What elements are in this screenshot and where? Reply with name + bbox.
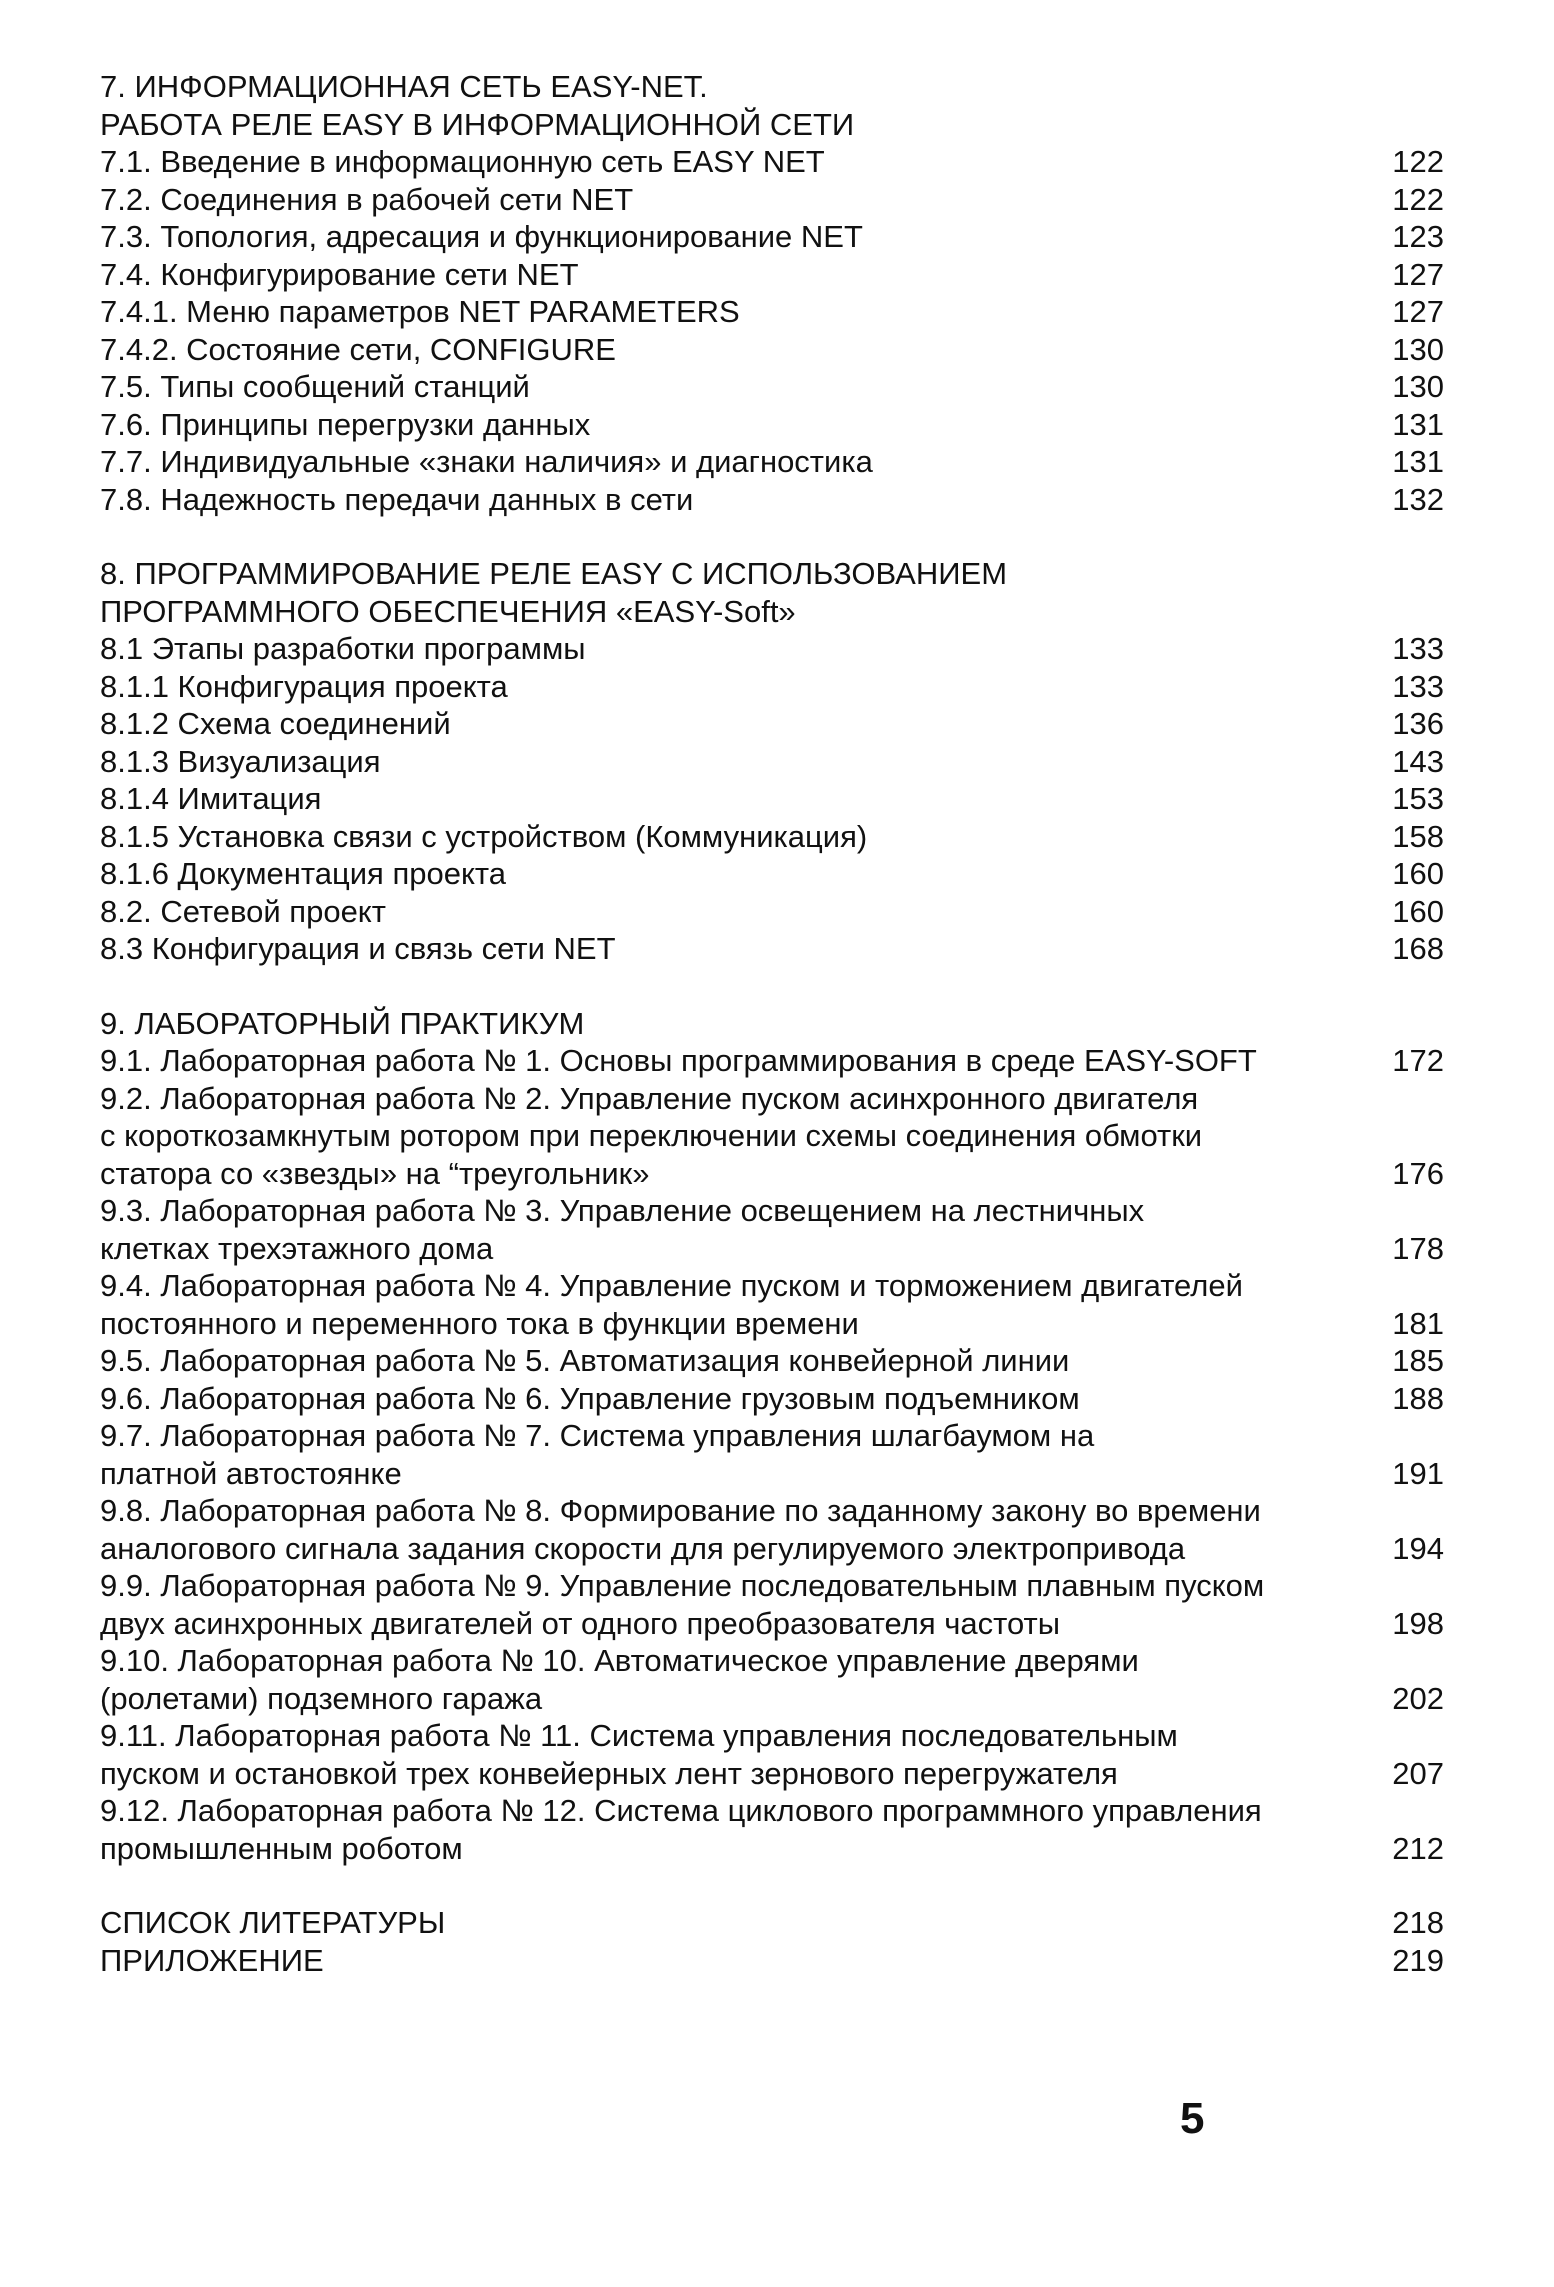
entry-title-line: 7.8. Надежность передачи данных в сети (100, 481, 694, 517)
entry-title-line: клетках трехэтажного дома (100, 1230, 494, 1266)
entry-title (100, 1380, 1354, 1418)
toc-entry (100, 1942, 1444, 1980)
entry-page-number: 202 (1392, 1680, 1444, 1716)
section-heading: РАБОТА РЕЛЕ EASY В ИНФОРМАЦИОННОЙ СЕТИ (100, 106, 855, 142)
entry-title (100, 293, 1354, 331)
entry-page-number: 194 (1392, 1530, 1444, 1566)
toc-entry (100, 143, 1444, 181)
entry-title (100, 1342, 1354, 1380)
toc-entry (100, 1342, 1444, 1380)
toc-entry (100, 218, 1444, 256)
entry-title (100, 1904, 1354, 1942)
toc-entry (100, 1417, 1444, 1492)
entry-title-line: ПРИЛОЖЕНИЕ (100, 1942, 324, 1978)
entry-title (100, 181, 1354, 219)
entry-title (100, 1267, 1354, 1342)
entry-page-number: 133 (1392, 631, 1444, 666)
entry-page-number: 178 (1392, 1230, 1444, 1266)
entry-page-number: 131 (1392, 406, 1444, 442)
entry-title-line: 9.4. Лабораторная работа № 4. Управление пуском и торможением двигателей (100, 1268, 1243, 1303)
entry-title (100, 443, 1354, 481)
entry-title-line: 8.3 Конфигурация и связь сети NET (100, 931, 616, 966)
toc-entry (100, 181, 1444, 219)
section-heading: 9. ЛАБОРАТОРНЫЙ ПРАКТИКУМ (100, 1005, 585, 1041)
entry-title-line: 9.8. Лабораторная работа № 8. Формирование по заданному закону во времени (100, 1493, 1261, 1528)
toc-entry (100, 1192, 1444, 1267)
toc-entry (100, 743, 1444, 781)
entry-page-number: 181 (1392, 1305, 1444, 1341)
entry-page-number: 136 (1392, 706, 1444, 741)
section-heading: ПРОГРАММНОГО ОБЕСПЕЧЕНИЯ «EASY-Soft» (100, 593, 796, 629)
entry-title-line: 9.1. Лабораторная работа № 1. Основы программирования в среде EASY-SOFT (100, 1043, 1257, 1078)
entry-title-line: 8.1.4 Имитация (100, 781, 322, 816)
entry-page-number: 133 (1392, 668, 1444, 704)
entry-title-line: 9.2. Лабораторная работа № 2. Управление пуском асинхронного двигателя (100, 1080, 1199, 1116)
entry-title-line: 7.6. Принципы перегрузки данных (100, 406, 591, 442)
entry-title (100, 855, 1354, 893)
entry-title-line: 7.2. Соединения в рабочей сети NET (100, 181, 634, 217)
entry-page-number: 153 (1392, 781, 1444, 816)
entry-title (100, 780, 1354, 818)
entry-title (100, 1792, 1354, 1867)
entry-title-line: 8.1.1 Конфигурация проекта (100, 668, 508, 704)
entry-title (100, 1567, 1354, 1642)
entry-title-line: платной автостоянке (100, 1455, 402, 1491)
entry-title (100, 256, 1354, 294)
entry-title (100, 930, 1354, 968)
entry-title-line: двух асинхронных двигателей от одного преобразователя частоты (100, 1605, 1061, 1641)
entry-page-number: 218 (1392, 1905, 1444, 1940)
section-heading: 8. ПРОГРАММИРОВАНИЕ РЕЛЕ EASY С ИСПОЛЬЗОВАНИЕМ (100, 556, 1008, 591)
entry-title-line: с короткозамкнутым ротором при переключении схемы соединения обмотки (100, 1118, 1203, 1153)
entry-title (100, 1492, 1354, 1567)
toc-entry (100, 893, 1444, 931)
entry-page-number: 207 (1392, 1755, 1444, 1791)
entry-page-number: 176 (1392, 1155, 1444, 1191)
toc-entry (100, 668, 1444, 706)
toc-entry (100, 855, 1444, 893)
entry-page-number: 132 (1392, 481, 1444, 517)
toc-entry (100, 818, 1444, 856)
entry-title (100, 705, 1354, 743)
toc-entry (100, 930, 1444, 968)
entry-page-number: 158 (1392, 818, 1444, 854)
entry-title (100, 818, 1354, 856)
toc-section (100, 1005, 1444, 1868)
toc-entry (100, 1717, 1444, 1792)
entry-page-number: 131 (1392, 444, 1444, 479)
entry-page-number: 130 (1392, 369, 1444, 404)
entry-page-number: 122 (1392, 144, 1444, 179)
toc-entry (100, 331, 1444, 369)
entry-title (100, 1717, 1354, 1792)
toc-entry (100, 1042, 1444, 1080)
entry-title-line: 9.12. Лабораторная работа № 12. Система циклового программного управления (100, 1793, 1262, 1828)
toc-entry (100, 293, 1444, 331)
table-of-contents (100, 68, 1444, 2016)
entry-title-line: 8.1.5 Установка связи с устройством (Коммуникация) (100, 818, 868, 854)
entry-title (100, 481, 1354, 519)
entry-title-line: промышленным роботом (100, 1830, 463, 1866)
entry-page-number: 191 (1392, 1455, 1444, 1491)
entry-title-line: статора со «звезды» на “треугольник» (100, 1155, 650, 1191)
entry-title-line: 8.1.6 Документация проекта (100, 856, 506, 891)
entry-title-line: 7.1. Введение в информационную сеть EASY NET (100, 144, 825, 179)
entry-title-line: 9.10. Лабораторная работа № 10. Автоматическое управление дверями (100, 1643, 1139, 1678)
toc-entry (100, 368, 1444, 406)
entry-title-line: СПИСОК ЛИТЕРАТУРЫ (100, 1905, 446, 1940)
entry-title (100, 1192, 1354, 1267)
entry-title (100, 1042, 1354, 1080)
toc-entry (100, 1642, 1444, 1717)
entry-page-number: 127 (1392, 256, 1444, 292)
toc-entry (100, 630, 1444, 668)
toc-entry (100, 406, 1444, 444)
entry-title-line: пуском и остановкой трех конвейерных лент зернового перегружателя (100, 1755, 1118, 1791)
entry-page-number: 198 (1392, 1605, 1444, 1641)
entry-title-line: 9.6. Лабораторная работа № 6. Управление грузовым подъемником (100, 1380, 1080, 1416)
entry-title-line: аналогового сигнала задания скорости для регулируемого электропривода (100, 1530, 1186, 1566)
entry-title-line: 8.1.3 Визуализация (100, 743, 381, 779)
toc-entry (100, 1492, 1444, 1567)
toc-entry (100, 1080, 1444, 1193)
toc-entry (100, 1904, 1444, 1942)
entry-page-number: 160 (1392, 856, 1444, 891)
entry-title (100, 1942, 1354, 1980)
entry-title-line: 7.4.1. Меню параметров NET PARAMETERS (100, 294, 740, 329)
toc-entry (100, 1792, 1444, 1867)
entry-page-number: 127 (1392, 294, 1444, 329)
entry-title (100, 743, 1354, 781)
entry-title-line: (ролетами) подземного гаража (100, 1680, 543, 1716)
entry-page-number: 168 (1392, 931, 1444, 966)
entry-title-line: 7.4.2. Состояние сети, CONFIGURE (100, 331, 616, 367)
toc-entry (100, 256, 1444, 294)
entry-title (100, 406, 1354, 444)
toc-entry (100, 1567, 1444, 1642)
entry-title-line: 8.1 Этапы разработки программы (100, 631, 586, 666)
toc-section (100, 1904, 1444, 1979)
entry-page-number: 219 (1392, 1942, 1444, 1978)
entry-title (100, 218, 1354, 256)
entry-title (100, 1642, 1354, 1717)
entry-title-line: 8.2. Сетевой проект (100, 893, 386, 929)
entry-title-line: постоянного и переменного тока в функции времени (100, 1305, 859, 1341)
toc-entry (100, 780, 1444, 818)
entry-title (100, 668, 1354, 706)
entry-title (100, 1417, 1354, 1492)
entry-title-line: 9.11. Лабораторная работа № 11. Система управления последовательным (100, 1718, 1178, 1753)
entry-page-number: 212 (1392, 1830, 1444, 1866)
entry-page-number: 172 (1392, 1043, 1444, 1078)
entry-title-line: 7.7. Индивидуальные «знаки наличия» и диагностика (100, 444, 873, 479)
entry-title-line: 7.5. Типы сообщений станций (100, 369, 530, 404)
entry-title-line: 7.4. Конфигурирование сети NET (100, 256, 579, 292)
section-heading: 7. ИНФОРМАЦИОННАЯ СЕТЬ EASY-NET. (100, 69, 708, 104)
entry-page-number: 188 (1392, 1380, 1444, 1416)
entry-title (100, 143, 1354, 181)
entry-title (100, 893, 1354, 931)
entry-title-line: 8.1.2 Схема соединений (100, 706, 451, 741)
entry-title-line: 9.9. Лабораторная работа № 9. Управление последовательным плавным пуском (100, 1568, 1265, 1603)
entry-title-line: 9.5. Лабораторная работа № 5. Автоматизация конвейерной линии (100, 1343, 1070, 1378)
entry-title (100, 368, 1354, 406)
entry-title (100, 331, 1354, 369)
toc-entry (100, 1267, 1444, 1342)
entry-page-number: 143 (1392, 743, 1444, 779)
entry-title-line: 9.7. Лабораторная работа № 7. Система управления шлагбаумом на (100, 1418, 1095, 1453)
entry-title (100, 1080, 1354, 1193)
entry-page-number: 185 (1392, 1343, 1444, 1378)
page-number: 5 (1180, 2094, 1205, 2143)
entry-title-line: 7.3. Топология, адресация и функционирование NET (100, 219, 863, 254)
entry-page-number: 123 (1392, 219, 1444, 254)
toc-section (100, 68, 1444, 518)
toc-entry (100, 443, 1444, 481)
entry-title (100, 630, 1354, 668)
entry-page-number: 160 (1392, 893, 1444, 929)
entry-page-number: 122 (1392, 181, 1444, 217)
toc-entry (100, 1380, 1444, 1418)
toc-section (100, 555, 1444, 968)
entry-title-line: 9.3. Лабораторная работа № 3. Управление освещением на лестничных (100, 1193, 1145, 1228)
toc-entry (100, 705, 1444, 743)
toc-entry (100, 481, 1444, 519)
entry-page-number: 130 (1392, 331, 1444, 367)
